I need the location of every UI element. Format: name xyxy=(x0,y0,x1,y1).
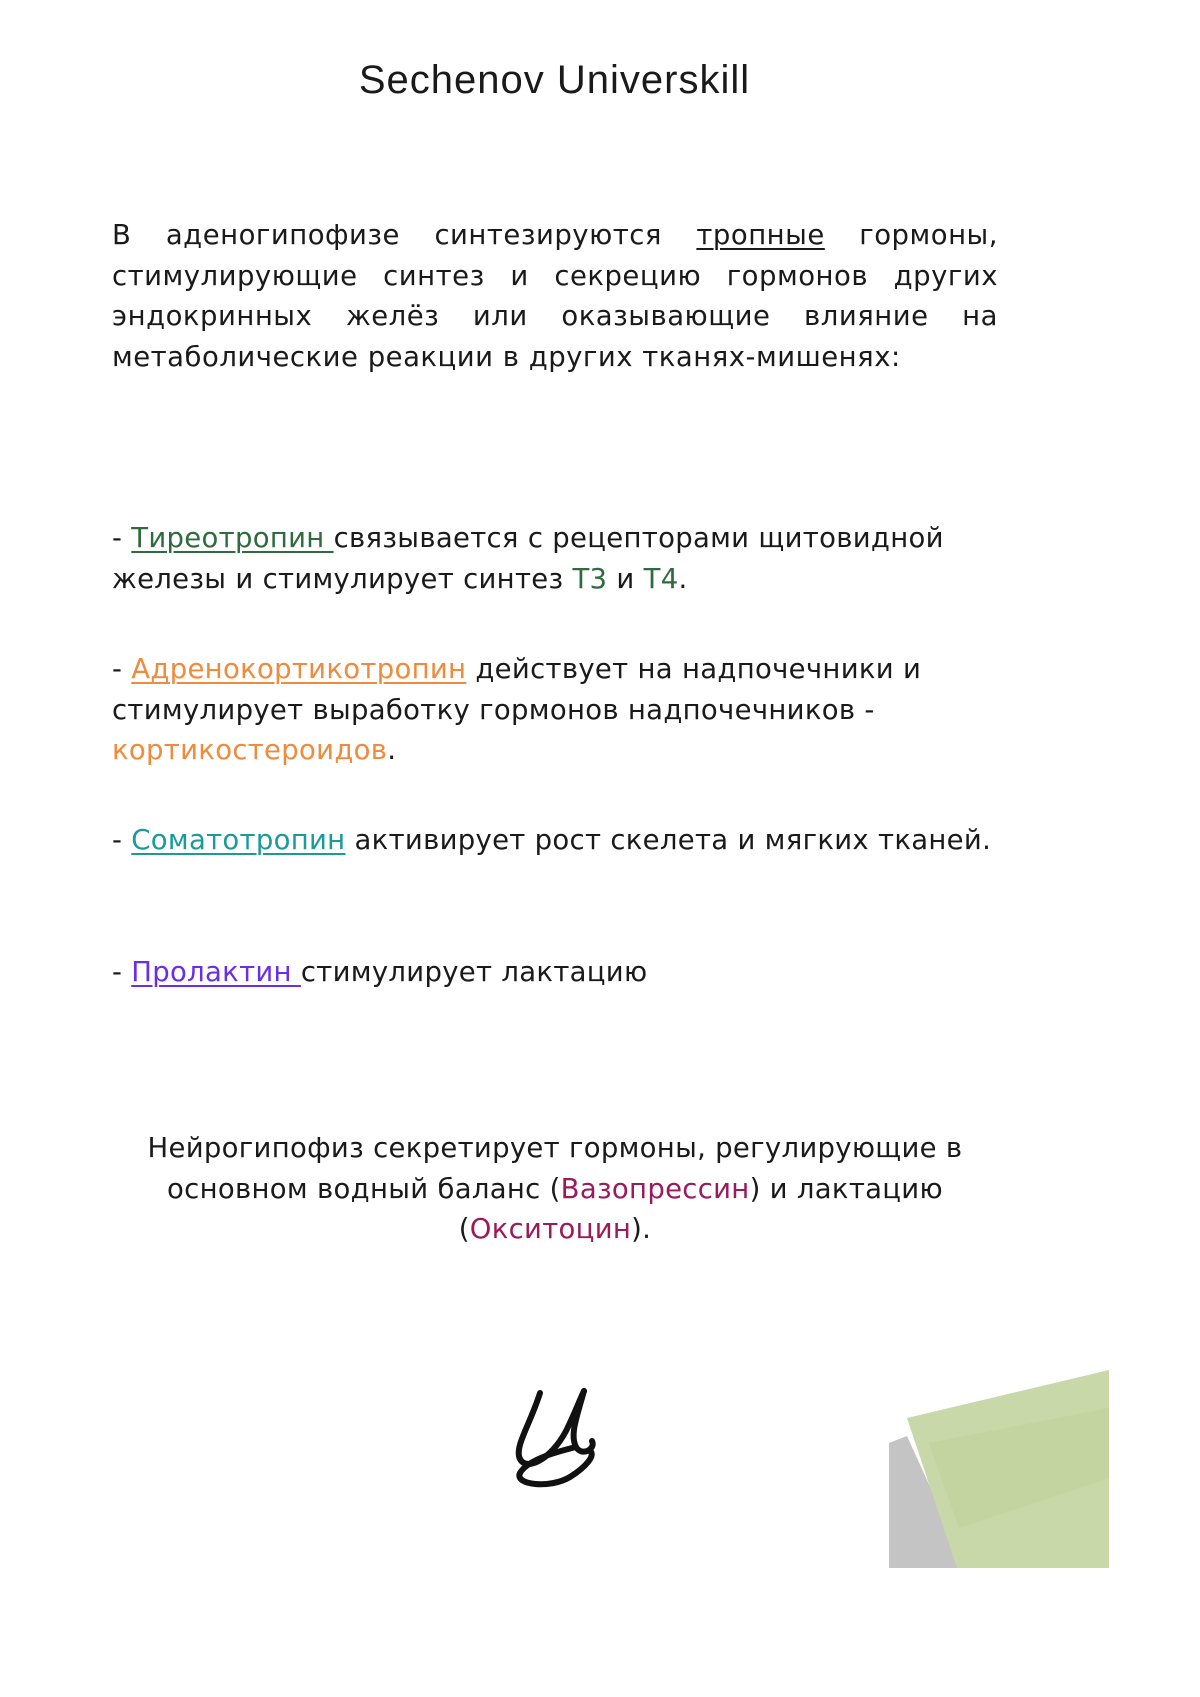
intro-text-after: гормоны, стимулирующие синтез и секрецию гормонов других эндокринных желёз или оказывающие влияние на метаболические реакции в других тканях-мишенях: xyxy=(112,219,998,373)
item-text: стимулирует лактацию xyxy=(300,956,648,988)
intro-text-before: В аденогипофизе синтезируются xyxy=(112,219,697,251)
item-dash: - xyxy=(112,522,132,554)
item-end: . xyxy=(678,562,688,595)
hormone-term-gh: Соматотропин xyxy=(131,824,346,856)
intro-paragraph xyxy=(112,215,998,377)
hormone-item-prl xyxy=(112,952,1052,993)
item-dash: - xyxy=(112,653,132,685)
page-title: Sechenov Universkill xyxy=(358,58,751,102)
item-text: действует на надпочечники и стимулирует выработку гормонов надпочечников - xyxy=(112,653,922,726)
outro-text-3: ). xyxy=(631,1213,652,1245)
item-text-and: и xyxy=(607,562,644,595)
item-dash: - xyxy=(112,956,132,988)
item-dash: - xyxy=(112,824,132,856)
hormone-term-acth: Адренокортикотропин xyxy=(131,653,467,685)
us-monogram-logo-icon xyxy=(510,1385,602,1493)
hormone-term-tsh: Тиреотропин xyxy=(131,522,334,554)
intro-term-tropic: тропные xyxy=(696,219,825,251)
hormone-t4: Т4 xyxy=(643,562,679,595)
outro-text-2: ) и лактацию ( xyxy=(458,1172,943,1245)
outro-text-1: Нейрогипофиз секретирует гормоны, регулирующие в основном водный баланс ( xyxy=(147,1132,963,1205)
corner-paper-decoration xyxy=(889,1348,1109,1568)
hormone-item-tsh xyxy=(112,518,1052,599)
hormone-vasopressin: Вазопрессин xyxy=(560,1172,750,1205)
hormone-item-acth xyxy=(112,649,1052,771)
hormone-corticosteroids: кортикостероидов xyxy=(112,734,388,766)
item-end: . xyxy=(387,734,397,766)
hormone-oxytocin: Окситоцин xyxy=(469,1213,632,1245)
hormone-t3: Т3 xyxy=(572,562,608,595)
item-text: активирует рост скелета и мягких тканей. xyxy=(345,824,992,856)
item-text: связывается с рецепторами щитовидной железы и стимулирует синтез xyxy=(112,522,944,595)
neurohypophysis-paragraph xyxy=(90,1128,1020,1250)
hormone-item-gh xyxy=(112,820,1017,861)
hormone-term-prl: Пролактин xyxy=(131,956,301,988)
